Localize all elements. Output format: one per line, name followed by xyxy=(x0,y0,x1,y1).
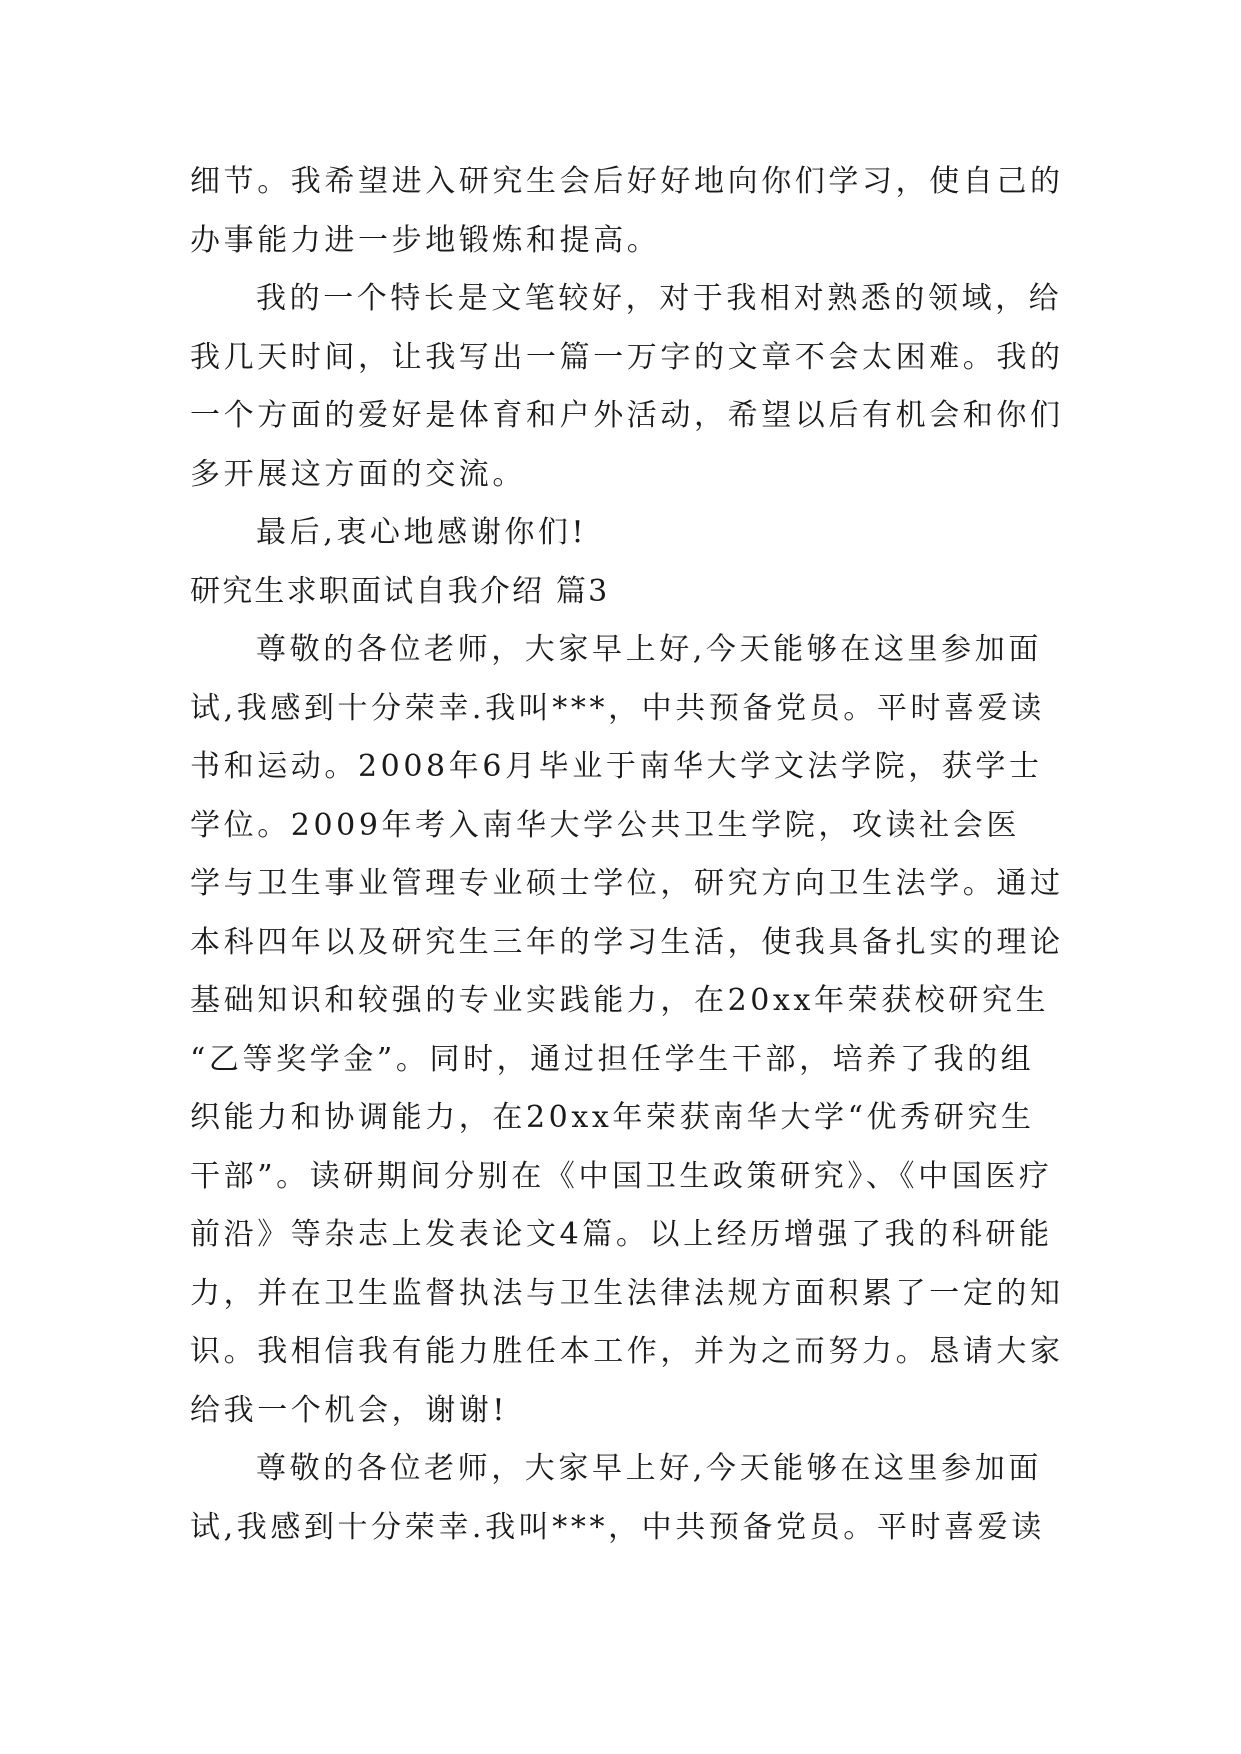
text-line: 基础知识和较强的专业实践能力，在20xx年荣获校研究生 xyxy=(190,983,1050,1018)
text-line: 织能力和协调能力，在20xx年荣获南华大学“优秀研究生 xyxy=(190,1100,1035,1135)
text-line: 学位。2009年考入南华大学公共卫生学院，攻读社会医 xyxy=(190,807,1020,843)
text-line: 试,我感到十分荣幸.我叫***，中共预备党员。平时喜爱读 xyxy=(190,690,1045,726)
document-body xyxy=(190,153,1064,1557)
text-line: 本科四年以及研究生三年的学习生活，使我具备扎实的理论 xyxy=(190,924,1064,960)
text-line: 力，并在卫生监督执法与卫生法律法规方面积累了一定的知 xyxy=(190,1275,1064,1311)
text-line: 细节。我希望进入研究生会后好好地向你们学习，使自己的 xyxy=(190,164,1064,199)
text-line: 学与卫生事业管理专业硕士学位，研究方向卫生法学。通过 xyxy=(190,866,1064,901)
text-line: 干部”。读研期间分别在《中国卫生政策研究》、《中国医疗 xyxy=(190,1158,1053,1194)
paragraph-start-line: 最后,衷心地感谢你们! xyxy=(256,515,588,550)
section-heading: 研究生求职面试自我介绍 篇3 xyxy=(190,573,610,609)
text-line: 一个方面的爱好是体育和户外活动，希望以后有机会和你们 xyxy=(190,398,1064,433)
text-line: 书和运动。2008年6月毕业于南华大学文法学院，获学士 xyxy=(190,749,1043,784)
text-line: 试,我感到十分荣幸.我叫***，中共预备党员。平时喜爱读 xyxy=(190,1509,1045,1545)
text-line: 识。我相信我有能力胜任本工作，并为之而努力。恳请大家 xyxy=(190,1334,1064,1369)
text-line: 办事能力进一步地锻炼和提高。 xyxy=(190,222,661,258)
text-line: “乙等奖学金”。同时，通过担任学生干部，培养了我的组 xyxy=(190,1041,1035,1077)
text-line: 我几天时间，让我写出一篇一万字的文章不会太困难。我的 xyxy=(190,339,1064,375)
paragraph-start-line: 尊敬的各位老师，大家早上好,今天能够在这里参加面 xyxy=(256,632,1042,667)
text-line: 多开展这方面的交流。 xyxy=(190,456,526,492)
paragraph-start-line: 尊敬的各位老师，大家早上好,今天能够在这里参加面 xyxy=(256,1451,1042,1486)
paragraph-start-line: 我的一个特长是文笔较好，对于我相对熟悉的领域，给 xyxy=(256,281,1063,316)
text-line: 给我一个机会，谢谢! xyxy=(190,1392,509,1428)
text-line: 前沿》等杂志上发表论文4篇。以上经历增强了我的科研能 xyxy=(190,1217,1053,1252)
